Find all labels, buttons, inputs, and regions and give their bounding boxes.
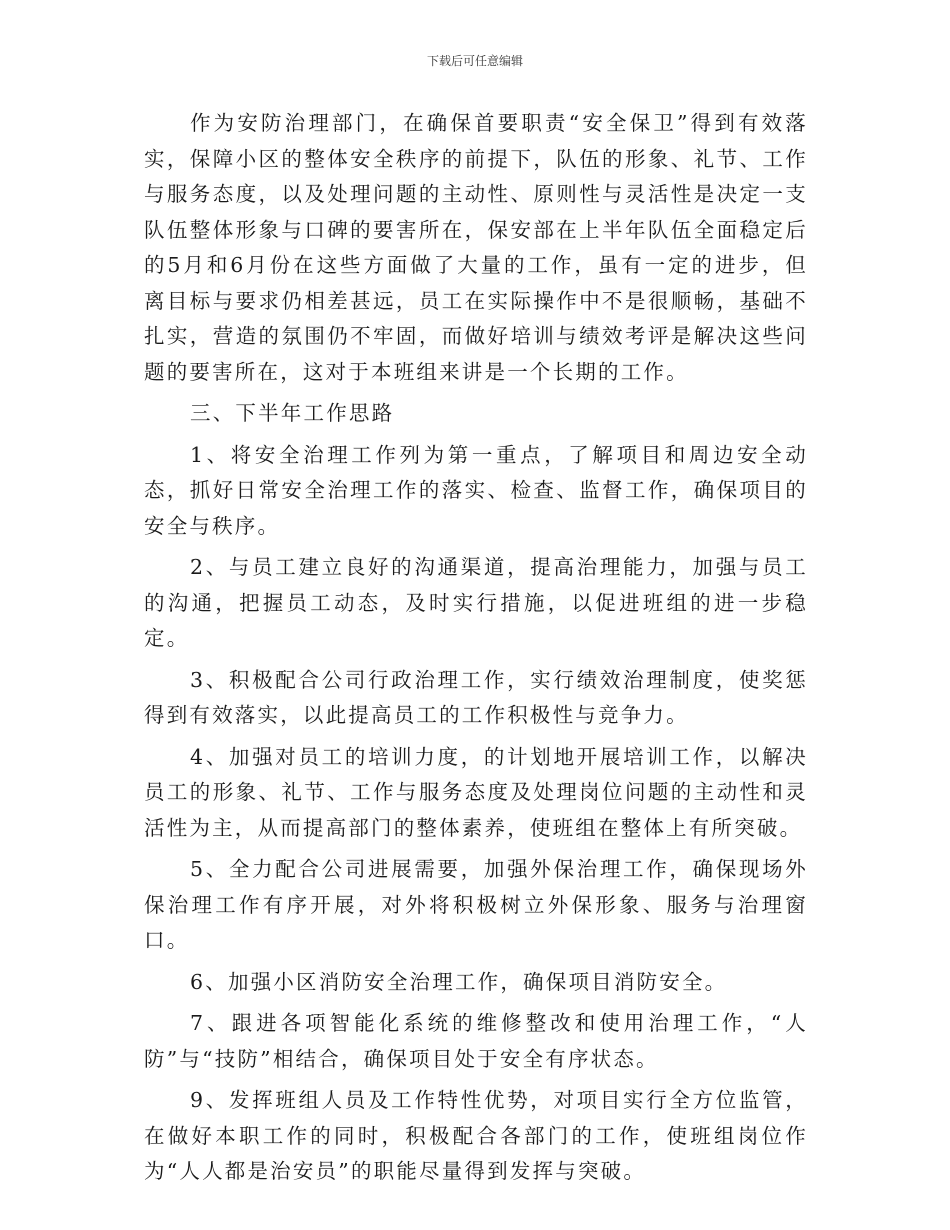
list-item: 6、加强小区消防安全治理工作，确保项目消防安全。 bbox=[190, 969, 728, 994]
list-item: 2、与员工建立良好的沟通渠道，提高治理能力，加强与员工的沟通，把握员工动态，及时实行措施，以促进班组的进一步稳定。 bbox=[144, 555, 808, 650]
list-item: 4、加强对员工的培训力度，的计划地开展培训工作，以解决员工的形象、礼节、工作与服务态度及处理岗位问题的主动性和灵活性为主，从而提高部门的整体素养，使班组在整体上有所突破。 bbox=[144, 744, 808, 840]
page-header: 下载后可任意编辑 bbox=[426, 54, 523, 68]
list-item: 3、积极配合公司行政治理工作，实行绩效治理制度，使奖惩得到有效落实，以此提高员工的工作积极性与竞争力。 bbox=[144, 667, 808, 727]
list-item: 5、全力配合公司进展需要，加强外保治理工作，确保现场外保治理工作有序开展，对外将积极树立外保形象、服务与治理窗口。 bbox=[144, 857, 808, 952]
list-item: 1、将安全治理工作列为第一重点，了解项目和周边安全动态，抓好日常安全治理工作的落实、检查、监督工作，确保项目的安全与秩序。 bbox=[144, 442, 808, 538]
document-body bbox=[144, 106, 808, 1196]
list-item: 9、发挥班组人员及工作特性优势，对项目实行全方位监管，在做好本职工作的同时，积极配合各部门的工作，使班组岗位作为“人人都是治安员”的职能尽量得到发挥与突破。 bbox=[144, 1088, 808, 1183]
section-heading: 三、下半年工作思路 bbox=[190, 401, 395, 425]
list-item: 7、跟进各项智能化系统的维修整改和使用治理工作，“人防”与“技防”相结合，确保项目处于安全有序状态。 bbox=[144, 1011, 808, 1071]
intro-paragraph: 作为安防治理部门，在确保首要职责“安全保卫”得到有效落实，保障小区的整体安全秩序的前提下，队伍的形象、礼节、工作与服务态度，以及处理问题的主动性、原则性与灵活性是决定一支队伍整体形象与口碑的要害所在，保安部在上半年队伍全面稳定后的5月和6月份在这些方面做了大量的工作，虽有一定的进步，但离目标与要求仍相差甚远，员工在实际操作中不是很顺畅，基础不扎实，营造的氛围仍不牢固，而做好培训与绩效考评是解决这些问题的要害所在，这对于本班组来讲是一个长期的工作。 bbox=[144, 111, 808, 384]
